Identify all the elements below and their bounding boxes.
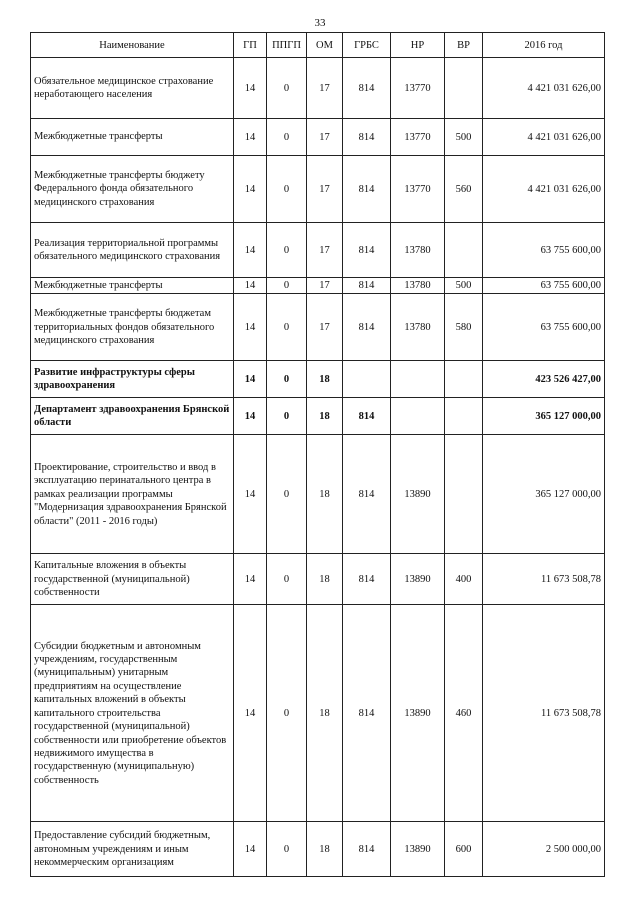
cell-name: Обязательное медицинское страхование неработающего населения [31,58,234,119]
cell-om: 18 [307,554,343,605]
cell-om: 18 [307,398,343,435]
cell-name: Межбюджетные трансферты [31,119,234,156]
cell-om: 17 [307,156,343,223]
cell-om: 18 [307,361,343,398]
cell-vr: 500 [445,119,483,156]
page-number: 33 [314,17,326,29]
cell-vr: 600 [445,822,483,877]
cell-gp: 14 [234,435,267,554]
cell-nr: 13780 [391,294,445,361]
cell-gp: 14 [234,58,267,119]
cell-grbs: 814 [343,822,391,877]
cell-vr [445,58,483,119]
cell-amount: 11 673 508,78 [483,605,605,822]
cell-amount: 365 127 000,00 [483,435,605,554]
header-gp: ГП [234,33,267,58]
cell-vr: 560 [445,156,483,223]
cell-om: 17 [307,58,343,119]
cell-grbs: 814 [343,435,391,554]
cell-ppgp: 0 [267,278,307,294]
cell-amount: 4 421 031 626,00 [483,58,605,119]
cell-amount: 63 755 600,00 [483,278,605,294]
cell-gp: 14 [234,278,267,294]
cell-om: 17 [307,294,343,361]
cell-name: Межбюджетные трансферты бюджетам территориальных фондов обязательного медицинского страхования [31,294,234,361]
table-row [31,605,605,822]
header-om: ОМ [307,33,343,58]
cell-ppgp: 0 [267,223,307,278]
cell-om: 18 [307,605,343,822]
cell-grbs: 814 [343,294,391,361]
cell-gp: 14 [234,605,267,822]
table-row [31,294,605,361]
cell-om: 18 [307,435,343,554]
cell-vr: 400 [445,554,483,605]
cell-ppgp: 0 [267,119,307,156]
cell-nr: 13780 [391,278,445,294]
cell-grbs: 814 [343,605,391,822]
budget-table [30,32,605,877]
cell-nr: 13780 [391,223,445,278]
cell-gp: 14 [234,119,267,156]
table-row [31,361,605,398]
cell-amount: 365 127 000,00 [483,398,605,435]
cell-vr [445,361,483,398]
cell-ppgp: 0 [267,156,307,223]
cell-name: Департамент здравоохранения Брянской области [31,398,234,435]
cell-name: Субсидии бюджетным и автономным учреждениям, государственным (муниципальным) унитарным предприятиям на осуществление капитальных вложений в объекты капитального строительства государственной (муниципальной) собственности или приобретение объектов недвижимого имущества в государственную (муниципальную) собственность [31,605,234,822]
cell-nr: 13770 [391,119,445,156]
cell-gp: 14 [234,294,267,361]
cell-vr: 580 [445,294,483,361]
table-row [31,119,605,156]
table-row [31,58,605,119]
cell-gp: 14 [234,361,267,398]
cell-om: 18 [307,822,343,877]
cell-om: 17 [307,278,343,294]
cell-ppgp: 0 [267,554,307,605]
table-row [31,398,605,435]
cell-vr: 460 [445,605,483,822]
cell-amount: 4 421 031 626,00 [483,119,605,156]
cell-nr [391,361,445,398]
cell-amount: 4 421 031 626,00 [483,156,605,223]
cell-gp: 14 [234,223,267,278]
cell-grbs: 814 [343,398,391,435]
cell-grbs [343,361,391,398]
cell-om: 17 [307,223,343,278]
cell-vr [445,398,483,435]
table-row [31,278,605,294]
cell-gp: 14 [234,554,267,605]
cell-name: Межбюджетные трансферты бюджету Федерального фонда обязательного медицинского страхования [31,156,234,223]
cell-ppgp: 0 [267,294,307,361]
cell-grbs: 814 [343,554,391,605]
cell-grbs: 814 [343,58,391,119]
cell-nr: 13770 [391,58,445,119]
table-row [31,435,605,554]
cell-ppgp: 0 [267,605,307,822]
cell-vr [445,435,483,554]
cell-gp: 14 [234,822,267,877]
cell-name: Капитальные вложения в объекты государственной (муниципальной) собственности [31,554,234,605]
cell-name: Межбюджетные трансферты [31,278,234,294]
cell-ppgp: 0 [267,398,307,435]
table-row [31,554,605,605]
cell-amount: 11 673 508,78 [483,554,605,605]
cell-name: Реализация территориальной программы обязательного медицинского страхования [31,223,234,278]
header-name: Наименование [31,33,234,58]
cell-nr: 13890 [391,554,445,605]
table-row [31,156,605,223]
cell-gp: 14 [234,398,267,435]
cell-vr: 500 [445,278,483,294]
cell-amount: 2 500 000,00 [483,822,605,877]
cell-vr [445,223,483,278]
cell-grbs: 814 [343,278,391,294]
cell-amount: 63 755 600,00 [483,294,605,361]
cell-ppgp: 0 [267,58,307,119]
cell-grbs: 814 [343,119,391,156]
cell-nr: 13890 [391,605,445,822]
cell-nr: 13890 [391,822,445,877]
header-vr: ВР [445,33,483,58]
table-row [31,822,605,877]
cell-om: 17 [307,119,343,156]
cell-grbs: 814 [343,223,391,278]
cell-name: Предоставление субсидий бюджетным, автономным учреждениям и иным некоммерческим организациям [31,822,234,877]
cell-amount: 423 526 427,00 [483,361,605,398]
cell-name: Развитие инфраструктуры сферы здравоохранения [31,361,234,398]
cell-ppgp: 0 [267,361,307,398]
header-grbs: ГРБС [343,33,391,58]
cell-gp: 14 [234,156,267,223]
header-year: 2016 год [483,33,605,58]
cell-amount: 63 755 600,00 [483,223,605,278]
table-header-row [31,33,605,58]
cell-name: Проектирование, строительство и ввод в эксплуатацию перинатального центра в рамках реализации программы "Модернизация здравоохранения Брянской области" (2011 - 2016 годы) [31,435,234,554]
cell-grbs: 814 [343,156,391,223]
cell-nr: 13770 [391,156,445,223]
header-ppgp: ППГП [267,33,307,58]
cell-ppgp: 0 [267,822,307,877]
table-row [31,223,605,278]
cell-nr [391,398,445,435]
cell-ppgp: 0 [267,435,307,554]
header-nr: НР [391,33,445,58]
cell-nr: 13890 [391,435,445,554]
